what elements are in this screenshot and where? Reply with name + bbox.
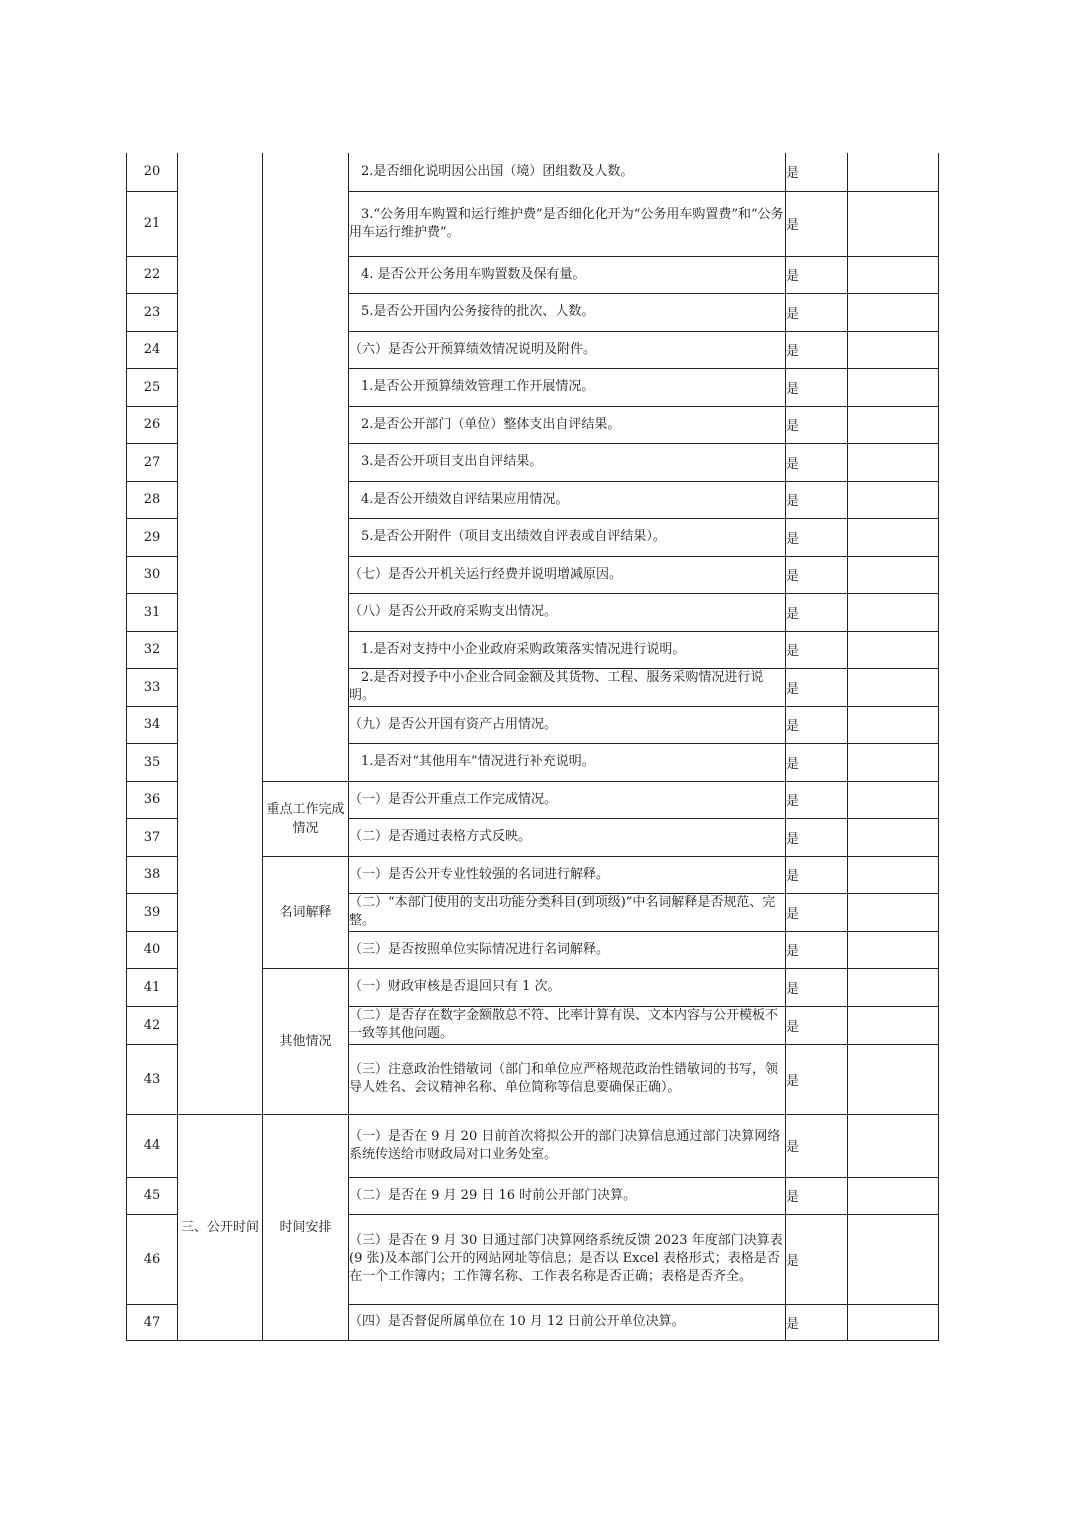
group-other: 其他情况 bbox=[263, 968, 349, 1114]
result-cell: 是 bbox=[786, 1177, 848, 1214]
remark-cell bbox=[848, 706, 939, 743]
remark-cell bbox=[848, 406, 939, 443]
remark-cell bbox=[848, 481, 939, 518]
remark-cell bbox=[848, 631, 939, 668]
result-cell: 是 bbox=[786, 706, 848, 743]
result-cell: 是 bbox=[786, 256, 848, 293]
result-cell: 是 bbox=[786, 1304, 848, 1340]
group-key-work: 重点工作完成情况 bbox=[263, 781, 349, 856]
row-number: 46 bbox=[127, 1214, 178, 1304]
result-cell: 是 bbox=[786, 518, 848, 556]
check-item: （九）是否公开国有资产占用情况。 bbox=[349, 706, 786, 743]
check-item: （一）是否在 9 月 20 日前首次将拟公开的部门决算信息通过部门决算网络系统传送给市财政局对口业务处室。 bbox=[349, 1114, 786, 1177]
remark-cell bbox=[848, 668, 939, 706]
remark-cell bbox=[848, 153, 939, 191]
row-number: 42 bbox=[127, 1006, 178, 1044]
row-number: 32 bbox=[127, 631, 178, 668]
row-number: 28 bbox=[127, 481, 178, 518]
row-number: 20 bbox=[127, 153, 178, 191]
check-item: （七）是否公开机关运行经费并说明增减原因。 bbox=[349, 556, 786, 593]
remark-cell bbox=[848, 781, 939, 818]
row-number: 27 bbox=[127, 443, 178, 481]
check-item: 2.是否对授予中小企业合同金额及其货物、工程、服务采购情况进行说明。 bbox=[349, 668, 786, 706]
check-item: 5.是否公开附件（项目支出绩效自评表或自评结果）。 bbox=[349, 518, 786, 556]
check-item: 3.是否公开项目支出自评结果。 bbox=[349, 443, 786, 481]
check-item: 4. 是否公开公务用车购置数及保有量。 bbox=[349, 256, 786, 293]
table-row bbox=[127, 1114, 939, 1177]
remark-cell bbox=[848, 256, 939, 293]
remark-cell bbox=[848, 931, 939, 968]
result-cell: 是 bbox=[786, 1214, 848, 1304]
row-number: 43 bbox=[127, 1044, 178, 1114]
group-schedule: 时间安排 bbox=[263, 1114, 349, 1340]
remark-cell bbox=[848, 818, 939, 856]
row-number: 35 bbox=[127, 743, 178, 781]
check-item: （二）“本部门使用的支出功能分类科目(到项级)”中名词解释是否规范、完整。 bbox=[349, 893, 786, 931]
remark-cell bbox=[848, 331, 939, 368]
remark-cell bbox=[848, 556, 939, 593]
category-cell-continued bbox=[178, 153, 263, 1114]
row-number: 24 bbox=[127, 331, 178, 368]
check-item: 3.“公务用车购置和运行维护费”是否细化化开为“公务用车购置费”和“公务用车运行维护费”。 bbox=[349, 191, 786, 256]
result-cell: 是 bbox=[786, 481, 848, 518]
remark-cell bbox=[848, 293, 939, 331]
group-glossary: 名词解释 bbox=[263, 856, 349, 968]
check-item: （二）是否通过表格方式反映。 bbox=[349, 818, 786, 856]
row-number: 34 bbox=[127, 706, 178, 743]
remark-cell bbox=[848, 191, 939, 256]
subcategory-cell-continued bbox=[263, 153, 349, 781]
row-number: 30 bbox=[127, 556, 178, 593]
result-cell: 是 bbox=[786, 1006, 848, 1044]
row-number: 36 bbox=[127, 781, 178, 818]
row-number: 41 bbox=[127, 968, 178, 1006]
row-number: 21 bbox=[127, 191, 178, 256]
remark-cell bbox=[848, 893, 939, 931]
result-cell: 是 bbox=[786, 331, 848, 368]
row-number: 29 bbox=[127, 518, 178, 556]
row-number: 47 bbox=[127, 1304, 178, 1340]
check-item: 1.是否公开预算绩效管理工作开展情况。 bbox=[349, 368, 786, 406]
row-number: 26 bbox=[127, 406, 178, 443]
result-cell: 是 bbox=[786, 893, 848, 931]
check-item: 1.是否对支持中小企业政府采购政策落实情况进行说明。 bbox=[349, 631, 786, 668]
result-cell: 是 bbox=[786, 968, 848, 1006]
remark-cell bbox=[848, 1304, 939, 1340]
row-number: 37 bbox=[127, 818, 178, 856]
row-number: 22 bbox=[127, 256, 178, 293]
table-row bbox=[127, 153, 939, 191]
check-item: （一）财政审核是否退回只有 1 次。 bbox=[349, 968, 786, 1006]
row-number: 31 bbox=[127, 593, 178, 631]
remark-cell bbox=[848, 443, 939, 481]
row-number: 33 bbox=[127, 668, 178, 706]
result-cell: 是 bbox=[786, 406, 848, 443]
remark-cell bbox=[848, 743, 939, 781]
check-item: 1.是否对“其他用车”情况进行补充说明。 bbox=[349, 743, 786, 781]
check-item: （一）是否公开专业性较强的名词进行解释。 bbox=[349, 856, 786, 893]
result-cell: 是 bbox=[786, 593, 848, 631]
check-item: 2.是否细化说明因公出国（境）团组数及人数。 bbox=[349, 153, 786, 191]
row-number: 39 bbox=[127, 893, 178, 931]
remark-cell bbox=[848, 856, 939, 893]
result-cell: 是 bbox=[786, 1114, 848, 1177]
result-cell: 是 bbox=[786, 668, 848, 706]
checklist-table bbox=[126, 153, 939, 1341]
result-cell: 是 bbox=[786, 293, 848, 331]
check-item: （四）是否督促所属单位在 10 月 12 日前公开单位决算。 bbox=[349, 1304, 786, 1340]
row-number: 23 bbox=[127, 293, 178, 331]
result-cell: 是 bbox=[786, 368, 848, 406]
group-section-3: 三、公开时间 bbox=[178, 1114, 263, 1340]
row-number: 44 bbox=[127, 1114, 178, 1177]
remark-cell bbox=[848, 1114, 939, 1177]
row-number: 45 bbox=[127, 1177, 178, 1214]
row-number: 38 bbox=[127, 856, 178, 893]
check-item: 5.是否公开国内公务接待的批次、人数。 bbox=[349, 293, 786, 331]
check-item: （一）是否公开重点工作完成情况。 bbox=[349, 781, 786, 818]
check-item: （三）是否在 9 月 30 日通过部门决算网络系统反馈 2023 年度部门决算表(9 张)及本部门公开的网站网址等信息；是否以 Excel 表格形式；表格是否在一个工作簿内；工作簿名称、工作表名称是否正确；表格是否齐全。 bbox=[349, 1214, 786, 1304]
check-item: （二）是否在 9 月 29 日 16 时前公开部门决算。 bbox=[349, 1177, 786, 1214]
remark-cell bbox=[848, 968, 939, 1006]
result-cell: 是 bbox=[786, 153, 848, 191]
remark-cell bbox=[848, 593, 939, 631]
result-cell: 是 bbox=[786, 931, 848, 968]
result-cell: 是 bbox=[786, 743, 848, 781]
row-number: 40 bbox=[127, 931, 178, 968]
check-item: （三）是否按照单位实际情况进行名词解释。 bbox=[349, 931, 786, 968]
remark-cell bbox=[848, 1006, 939, 1044]
check-item: 4.是否公开绩效自评结果应用情况。 bbox=[349, 481, 786, 518]
result-cell: 是 bbox=[786, 1044, 848, 1114]
remark-cell bbox=[848, 518, 939, 556]
check-item: （六）是否公开预算绩效情况说明及附件。 bbox=[349, 331, 786, 368]
check-item: 2.是否公开部门（单位）整体支出自评结果。 bbox=[349, 406, 786, 443]
check-item: （二）是否存在数字金额散总不符、比率计算有误、文本内容与公开模板不一致等其他问题。 bbox=[349, 1006, 786, 1044]
result-cell: 是 bbox=[786, 556, 848, 593]
result-cell: 是 bbox=[786, 856, 848, 893]
row-number: 25 bbox=[127, 368, 178, 406]
check-item: （八）是否公开政府采购支出情况。 bbox=[349, 593, 786, 631]
remark-cell bbox=[848, 368, 939, 406]
check-item: （三）注意政治性错敏词（部门和单位应严格规范政治性错敏词的书写，领导人姓名、会议精神名称、单位简称等信息要确保正确）。 bbox=[349, 1044, 786, 1114]
result-cell: 是 bbox=[786, 443, 848, 481]
remark-cell bbox=[848, 1177, 939, 1214]
remark-cell bbox=[848, 1044, 939, 1114]
remark-cell bbox=[848, 1214, 939, 1304]
result-cell: 是 bbox=[786, 631, 848, 668]
result-cell: 是 bbox=[786, 781, 848, 818]
result-cell: 是 bbox=[786, 191, 848, 256]
result-cell: 是 bbox=[786, 818, 848, 856]
